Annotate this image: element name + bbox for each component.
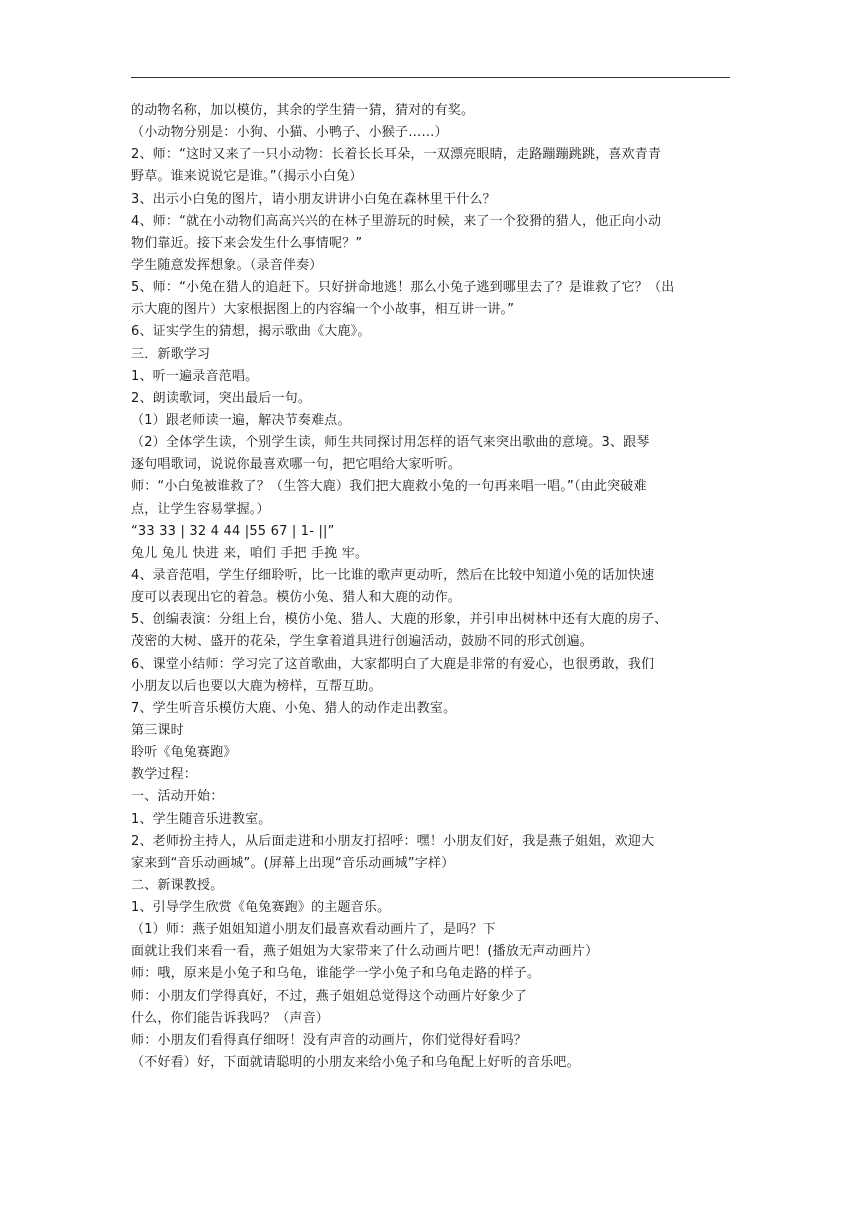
section-heading: 三．新歌学习 [131,346,211,362]
text-line: 师：哦，原来是小兔子和乌龟，谁能学一学小兔子和乌龟走路的样子。 [131,966,541,982]
text-line: （2）全体学生读，个别学生读，师生共同探讨用怎样的语气来突出歌曲的意境。3、跟琴 [131,435,650,451]
text-line: 面就让我们来看一看，燕子姐姐为大家带来了什么动画片吧！(播放无声动画片） [131,944,599,960]
section-heading: 第三课时 [131,722,184,738]
notation-line: “33 33 | 32 4 44 |55 67 | 1- ||” [131,523,335,539]
text-line: 5、师：“小兔在猎人的追赶下。只好拼命地逃！那么小兔子逃到哪里去了？是谁救了它？（出 [131,280,675,296]
text-line: 4、师：“就在小动物们高高兴兴的在林子里游玩的时候，来了一个狡猾的猎人，他正向小动 [131,213,662,229]
lyrics-line: 兔儿 兔儿 快进 来，咱们 手把 手挽 牢。 [131,545,369,561]
text-line: 学生随意发挥想象。（录音伴奏） [131,257,323,273]
text-line: 什么，你们能告诉我吗？（声音） [131,1010,330,1026]
section-heading: 二、新课教授。 [131,877,224,893]
section-heading: 一、活动开始： [131,789,224,805]
text-line: 家来到“音乐动画城”。(屏幕上出现“音乐动画城”字样） [131,855,455,871]
header-rule [131,77,730,78]
text-line: 4、录音范唱，学生仔细聆听，比一比谁的歌声更动听，然后在比较中知道小兔的话加快速 [131,567,655,583]
text-line: 点，让学生容易掌握。） [131,501,270,517]
text-line: 6、课堂小结师：学习完了这首歌曲，大家都明白了大鹿是非常的有爱心，也很勇敢，我们 [131,656,655,672]
text-line: 2、老师扮主持人，从后面走进和小朋友打招呼：嘿！小朋友们好，我是燕子姐姐，欢迎大 [131,833,655,849]
text-line: 物们靠近。接下来会发生什么事情呢？” [131,235,363,251]
text-line: 2、朗读歌词，突出最后一句。 [131,390,312,406]
text-line: 师：小朋友们学得真好，不过，燕子姐姐总觉得这个动画片好象少了 [131,988,528,1004]
text-line: 2、师：“这时又来了一只小动物：长着长长耳朵，一双漂亮眼睛，走路蹦蹦跳跳，喜欢青青 [131,147,662,163]
document-body [131,100,731,1074]
text-line: 5、创编表演：分组上台，模仿小兔、猎人、大鹿的形象，并引申出树林中还有大鹿的房子、 [131,612,668,628]
text-line: 的动物名称，加以模仿，其余的学生猜一猜，猜对的有奖。 [131,103,475,118]
text-line: 1、引导学生欣赏《龟兔赛跑》的主题音乐。 [131,900,391,916]
text-line: 示大鹿的图片）大家根据图上的内容编一个小故事，相互讲一讲。” [131,302,515,318]
text-line: 师：“小白兔被谁救了？（生答大鹿）我们把大鹿救小兔的一句再来唱一唱。”（由此突破难 [131,479,647,495]
text-line: 野草。谁来说说它是谁。”（揭示小白兔） [131,169,363,185]
text-line: （不好看）好，下面就请聪明的小朋友来给小兔子和乌龟配上好听的音乐吧。 [131,1055,580,1071]
text-line: 度可以表现出它的着急。模仿小兔、猎人和大鹿的动作。 [131,590,462,606]
text-line: 茂密的大树、盛开的花朵，学生拿着道具进行创遍活动，鼓励不同的形式创遍。 [131,634,594,650]
section-heading: 聆听《龟兔赛跑》 [131,745,237,761]
text-line: 7、学生听音乐模仿大鹿、小兔、猎人的动作走出教室。 [131,700,457,716]
text-line: 6、证实学生的猜想，揭示歌曲《大鹿》。 [131,324,371,340]
text-line: （1）师：燕子姐姐知道小朋友们最喜欢看动画片了，是吗？下 [131,922,496,938]
text-line: 逐句唱歌词，说说你最喜欢哪一句，把它唱给大家听听。 [131,457,462,473]
text-line: 教学过程： [131,767,198,783]
text-line: （小动物分别是：小狗、小猫、小鸭子、小猴子……） [131,125,448,141]
text-line: 1、学生随音乐进教室。 [131,811,272,827]
text-line: 师：小朋友们看得真仔细呀！没有声音的动画片，你们觉得好看吗？ [131,1032,528,1048]
text-line: 3、出示小白兔的图片，请小朋友讲讲小白兔在森林里干什么？ [131,191,496,207]
text-line: 1、听一遍录音范唱。 [131,368,259,384]
text-line: （1）跟老师读一遍，解决节奏难点。 [131,412,351,428]
text-line: 小朋友以后也要以大鹿为榜样，互帮互助。 [131,678,382,694]
